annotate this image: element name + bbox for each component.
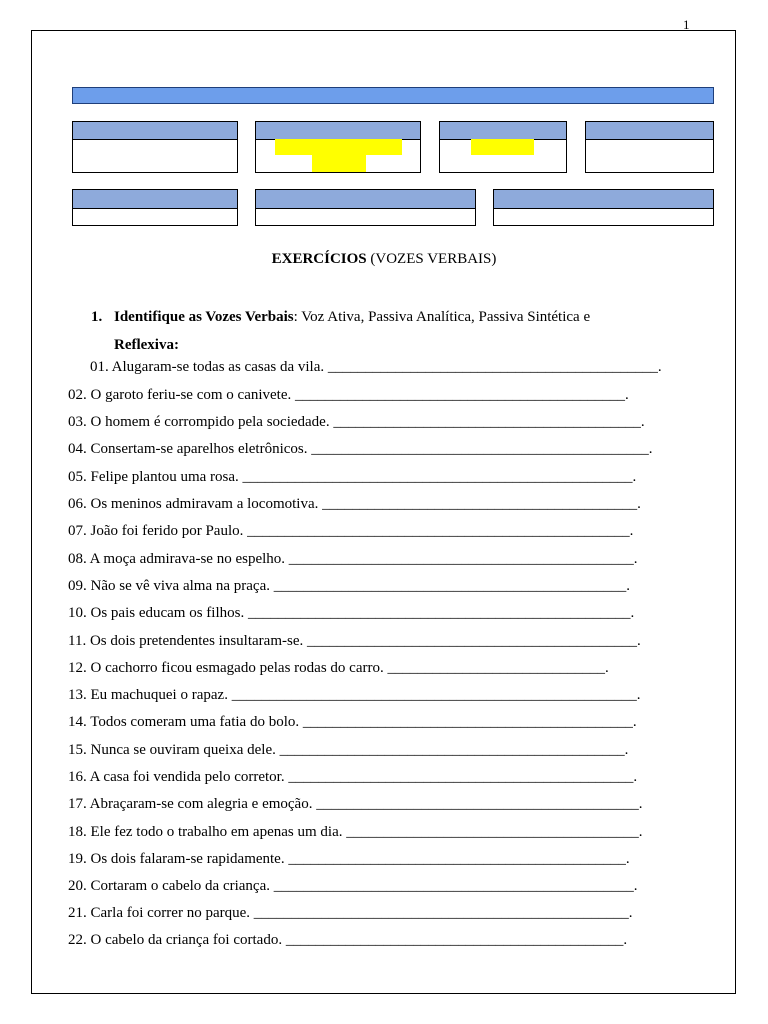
- exercise-item: 11. Os dois pretendentes insultaram-se. ____________________________________________.: [68, 633, 641, 649]
- title-bold: EXERCÍCIOS: [271, 251, 367, 267]
- instruction-bold: Identifique as Vozes Verbais: [114, 309, 294, 325]
- exercise-item: 18. Ele fez todo o trabalho em apenas um dia. _______________________________________.: [68, 824, 643, 840]
- exercise-item: 02. O garoto feriu-se com o canivete. ____________________________________________.: [68, 387, 629, 403]
- header-bar: [72, 87, 714, 104]
- instruction-rest: : Voz Ativa, Passiva Analítica, Passiva Sintética e: [293, 309, 591, 325]
- field-label-band: [494, 190, 713, 209]
- exercise-item: 22. O cabelo da criança foi cortado. _____________________________________________.: [68, 932, 628, 948]
- exercise-item: 17. Abraçaram-se com alegria e emoção. ___________________________________________.: [68, 796, 643, 812]
- exercise-item: 12. O cachorro ficou esmagado pelas rodas do carro. _____________________________.: [68, 660, 609, 676]
- exercise-item: 16. A casa foi vendida pelo corretor. ______________________________________________.: [68, 769, 638, 785]
- header-field-box-1[interactable]: [72, 121, 238, 173]
- exercise-item: 07. João foi ferido por Paulo. ___________________________________________________.: [68, 523, 634, 539]
- exercise-instruction: [91, 303, 696, 359]
- exercise-item: 19. Os dois falaram-se rapidamente. _____________________________________________.: [68, 851, 630, 867]
- exercise-item: 13. Eu machuquei o rapaz. ______________________________________________________.: [68, 687, 641, 703]
- exercise-item: 14. Todos comeram uma fatia do bolo. ____________________________________________.: [68, 714, 637, 730]
- exercise-item: 20. Cortaram o cabelo da criança. ________________________________________________.: [68, 878, 638, 894]
- exercise-item: 03. O homem é corrompido pela sociedade. _________________________________________.: [68, 414, 645, 430]
- exercise-item: 06. Os meninos admiravam a locomotiva. __________________________________________.: [68, 496, 641, 512]
- highlight-mark: [275, 139, 402, 155]
- exercise-item: 04. Consertam-se aparelhos eletrônicos. _____________________________________________.: [68, 441, 653, 457]
- field-label-band: [73, 122, 237, 140]
- page-title: [0, 251, 768, 268]
- header-field-box-5[interactable]: [72, 189, 238, 226]
- highlight-mark: [312, 155, 366, 172]
- exercise-item: 21. Carla foi correr no parque. __________________________________________________.: [68, 905, 633, 921]
- instruction-text: [114, 303, 696, 359]
- field-label-band: [73, 190, 237, 209]
- field-label-band: [256, 190, 475, 209]
- field-label-band: [256, 122, 420, 140]
- instruction-line2: Reflexiva:: [114, 337, 179, 353]
- field-label-band: [440, 122, 566, 140]
- header-field-box-4[interactable]: [585, 121, 714, 173]
- header-field-box-6[interactable]: [255, 189, 476, 226]
- exercise-item: 09. Não se vê viva alma na praça. _______________________________________________.: [68, 578, 630, 594]
- exercise-item: 15. Nunca se ouviram queixa dele. ______________________________________________.: [68, 742, 629, 758]
- exercise-item: 10. Os pais educam os filhos. ___________________________________________________.: [68, 605, 635, 621]
- exercise-item: 08. A moça admirava-se no espelho. ______________________________________________.: [68, 551, 638, 567]
- title-rest: (VOZES VERBAIS): [366, 251, 497, 267]
- header-field-box-7[interactable]: [493, 189, 714, 226]
- instruction-number: 1.: [91, 309, 103, 325]
- field-label-band: [586, 122, 713, 140]
- exercise-item: 05. Felipe plantou uma rosa. ____________________________________________________.: [68, 469, 637, 485]
- highlight-mark: [471, 139, 534, 155]
- exercise-item: 01. Alugaram-se todas as casas da vila. ____________________________________________.: [90, 359, 662, 375]
- page-number: 1: [683, 17, 690, 32]
